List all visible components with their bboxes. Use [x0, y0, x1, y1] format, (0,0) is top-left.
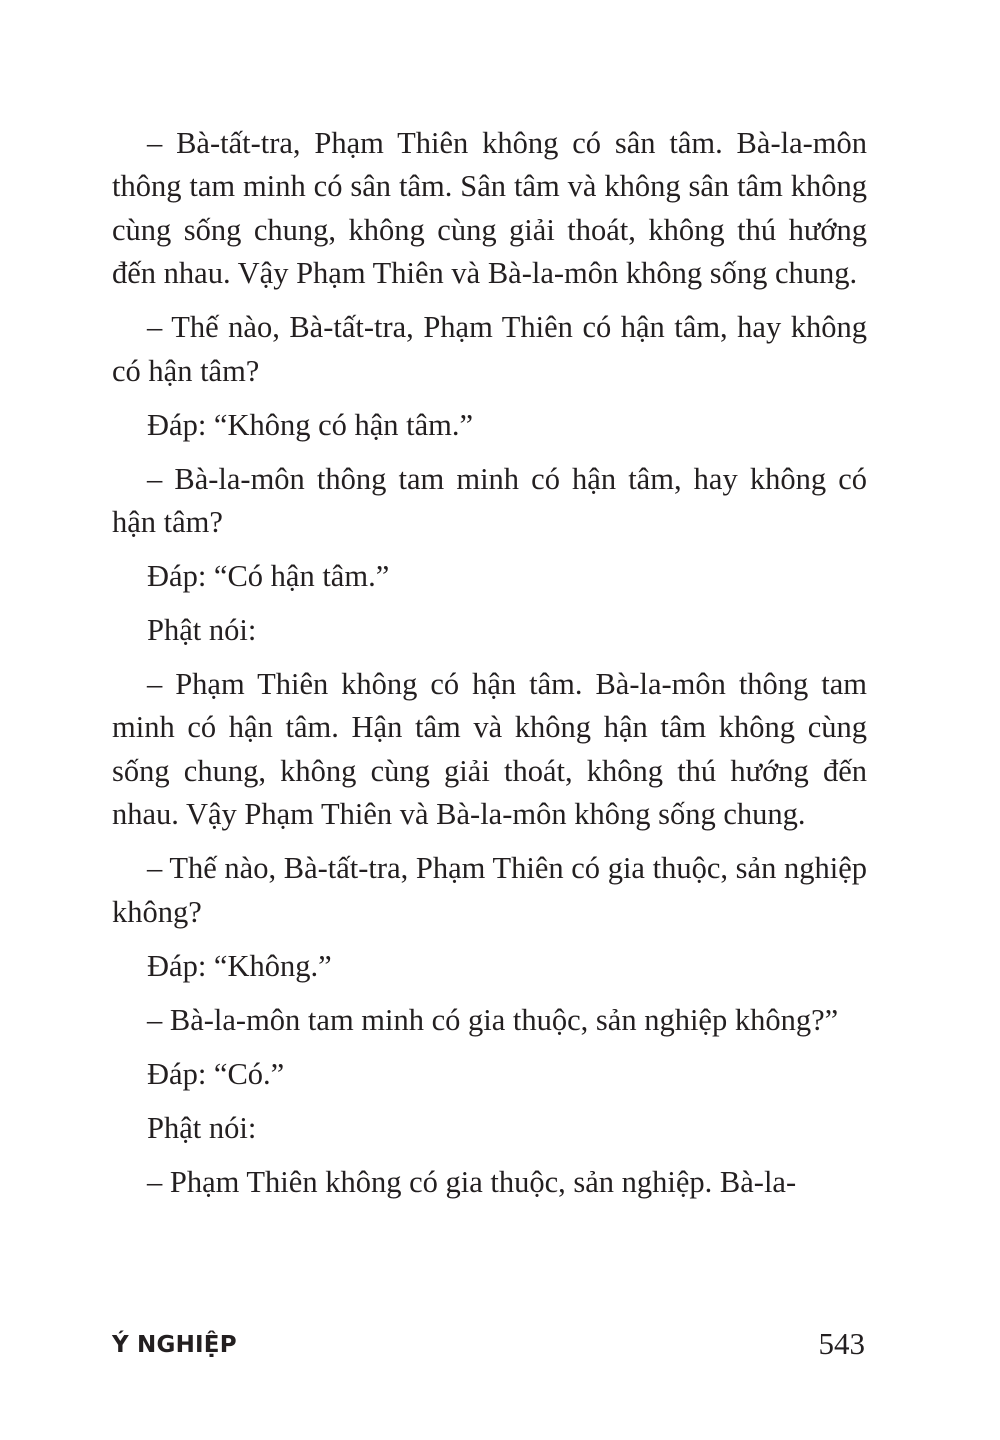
paragraph: Đáp: “Có.” — [147, 1056, 285, 1091]
paragraph: – Thế nào, Bà-tất-tra, Phạm Thiên có gia thuộc, sản nghiệp không? — [112, 851, 867, 929]
paragraph: Phật nói: — [147, 613, 257, 648]
paragraph: – Phạm Thiên không có gia thuộc, sản nghiệp. Bà-la- — [147, 1164, 797, 1199]
paragraph: – Thế nào, Bà-tất-tra, Phạm Thiên có hận tâm, hay không có hận tâm? — [112, 310, 867, 388]
paragraph: Đáp: “Không.” — [147, 948, 332, 983]
page-footer — [112, 1324, 867, 1368]
paragraph: – Bà-tất-tra, Phạm Thiên không có sân tâm. Bà-la-môn thông tam minh có sân tâm. Sân tâm và không sân tâm không cùng sống chung, không cùng giải thoát, không thú hướng đến nhau. Vậy Phạm Thiên và Bà-la-môn không sống chung. — [112, 126, 867, 291]
running-head: Ý NGHIỆP — [112, 1332, 237, 1358]
paragraph: Đáp: “Không có hận tâm.” — [147, 407, 474, 442]
page-body — [112, 122, 867, 1215]
paragraph: Phật nói: — [147, 1110, 257, 1145]
paragraph: Đáp: “Có hận tâm.” — [147, 559, 390, 594]
paragraph: – Bà-la-môn tam minh có gia thuộc, sản nghiệp không?” — [147, 1002, 839, 1037]
paragraph: – Phạm Thiên không có hận tâm. Bà-la-môn thông tam minh có hận tâm. Hận tâm và không hận tâm không cùng sống chung, không cùng giải thoát, không thú hướng đến nhau. Vậy Phạm Thiên và Bà-la-môn không sống chung. — [112, 667, 867, 832]
paragraph: – Bà-la-môn thông tam minh có hận tâm, hay không có hận tâm? — [112, 461, 867, 540]
page-number: 543 — [818, 1326, 865, 1361]
